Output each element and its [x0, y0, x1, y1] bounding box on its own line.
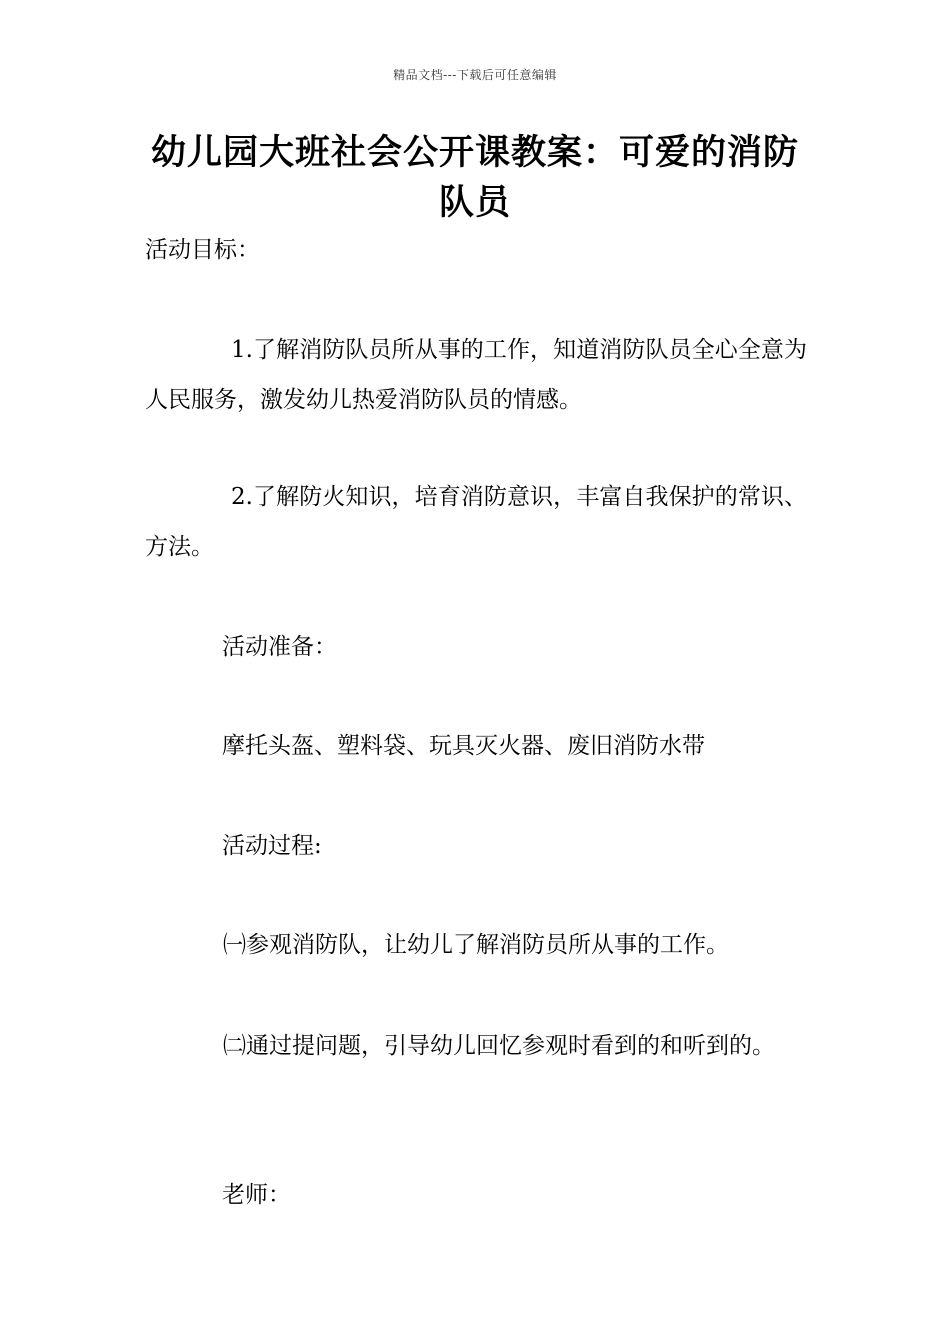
section-heading-process: 活动过程:	[222, 833, 322, 859]
objective-item-1: 1.了解消防队员所从事的工作，知道消防队员全心全意为人民服务，激发幼儿热爱消防队员的情感。	[145, 337, 807, 413]
section-heading-objectives: 活动目标：	[145, 237, 260, 263]
page-title: 幼儿园大班社会公开课教案：可爱的消防队员	[150, 133, 799, 223]
objective-item-2: 2.了解防火知识，培育消防意识，丰富自我保护的常识、方法。	[145, 484, 807, 560]
header-note: 精品文档---下载后可任意编辑	[393, 68, 557, 82]
preparation-materials: 摩托头盔、塑料袋、玩具灭火器、废旧消防水带	[222, 733, 705, 759]
section-heading-preparation: 活动准备：	[222, 634, 337, 660]
process-step-2: ㈡通过提问题，引导幼儿回忆参观时看到的和听到的。	[223, 1033, 775, 1059]
teacher-label: 老师：	[222, 1182, 291, 1208]
process-step-1: ㈠参观消防队，让幼儿了解消防员所从事的工作。	[223, 932, 729, 958]
